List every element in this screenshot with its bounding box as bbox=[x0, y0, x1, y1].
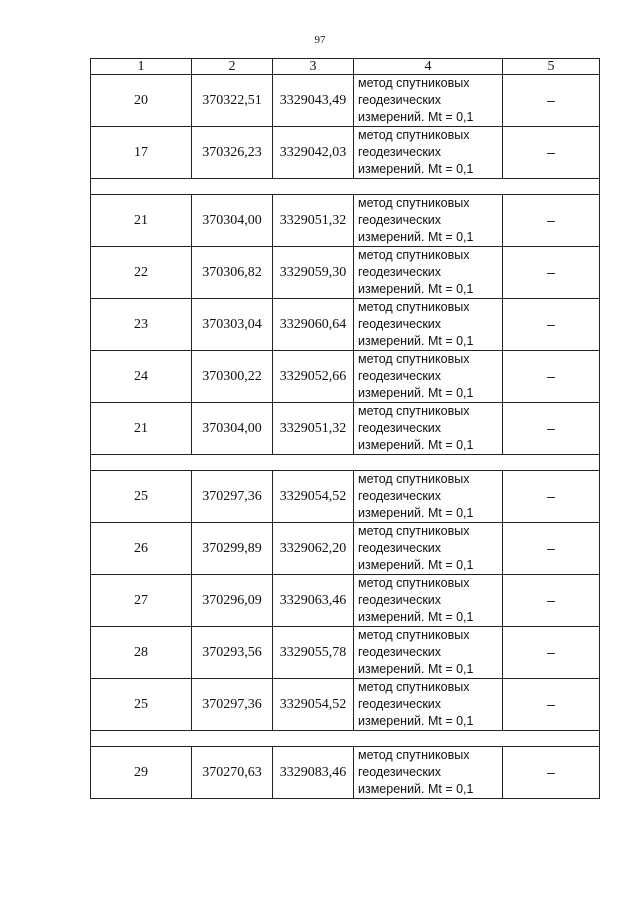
table-row bbox=[91, 679, 600, 731]
method-line: измерений. Mt = 0,1 bbox=[358, 558, 474, 572]
x-coordinate-cell: 370299,89 bbox=[192, 523, 273, 575]
note-cell: – bbox=[503, 627, 600, 679]
separator-row bbox=[91, 455, 600, 471]
method-cell bbox=[354, 195, 503, 247]
table-row bbox=[91, 127, 600, 179]
note-cell: – bbox=[503, 523, 600, 575]
method-line: метод спутниковых bbox=[358, 748, 470, 762]
method-line: метод спутниковых bbox=[358, 680, 470, 694]
method-line: измерений. Mt = 0,1 bbox=[358, 230, 474, 244]
method-cell bbox=[354, 299, 503, 351]
method-cell bbox=[354, 523, 503, 575]
note-cell: – bbox=[503, 247, 600, 299]
y-coordinate-cell: 3329060,64 bbox=[273, 299, 354, 351]
method-line: измерений. Mt = 0,1 bbox=[358, 610, 474, 624]
header-cell-1: 1 bbox=[91, 59, 192, 75]
table-row bbox=[91, 523, 600, 575]
x-coordinate-cell: 370306,82 bbox=[192, 247, 273, 299]
note-cell: – bbox=[503, 75, 600, 127]
separator-cell bbox=[91, 455, 600, 471]
method-cell bbox=[354, 247, 503, 299]
y-coordinate-cell: 3329054,52 bbox=[273, 471, 354, 523]
method-line: геодезических bbox=[358, 541, 442, 555]
note-cell: – bbox=[503, 299, 600, 351]
method-line: метод спутниковых bbox=[358, 76, 470, 90]
header-cell-3: 3 bbox=[273, 59, 354, 75]
method-cell bbox=[354, 747, 503, 799]
page-number: 97 bbox=[314, 34, 326, 46]
y-coordinate-cell: 3329043,49 bbox=[273, 75, 354, 127]
x-coordinate-cell: 370296,09 bbox=[192, 575, 273, 627]
y-coordinate-cell: 3329055,78 bbox=[273, 627, 354, 679]
y-coordinate-cell: 3329042,03 bbox=[273, 127, 354, 179]
table-row bbox=[91, 471, 600, 523]
method-line: измерений. Mt = 0,1 bbox=[358, 714, 474, 728]
note-cell: – bbox=[503, 351, 600, 403]
point-number-cell: 27 bbox=[91, 575, 192, 627]
x-coordinate-cell: 370303,04 bbox=[192, 299, 273, 351]
point-number-cell: 26 bbox=[91, 523, 192, 575]
point-number-cell: 21 bbox=[91, 195, 192, 247]
method-line: геодезических bbox=[358, 421, 442, 435]
table-row bbox=[91, 403, 600, 455]
separator-row bbox=[91, 731, 600, 747]
method-line: геодезических bbox=[358, 145, 442, 159]
y-coordinate-cell: 3329059,30 bbox=[273, 247, 354, 299]
header-cell-2: 2 bbox=[192, 59, 273, 75]
method-line: геодезических bbox=[358, 369, 442, 383]
point-number-cell: 25 bbox=[91, 471, 192, 523]
method-cell bbox=[354, 351, 503, 403]
y-coordinate-cell: 3329051,32 bbox=[273, 403, 354, 455]
table-row bbox=[91, 627, 600, 679]
method-line: измерений. Mt = 0,1 bbox=[358, 506, 474, 520]
method-line: измерений. Mt = 0,1 bbox=[358, 386, 474, 400]
table-row bbox=[91, 195, 600, 247]
method-line: геодезических bbox=[358, 265, 442, 279]
method-cell bbox=[354, 627, 503, 679]
method-line: метод спутниковых bbox=[358, 248, 470, 262]
method-cell bbox=[354, 75, 503, 127]
method-line: геодезических bbox=[358, 93, 442, 107]
separator-cell bbox=[91, 179, 600, 195]
method-line: измерений. Mt = 0,1 bbox=[358, 110, 474, 124]
table-row bbox=[91, 575, 600, 627]
point-number-cell: 25 bbox=[91, 679, 192, 731]
table-header-row bbox=[91, 59, 600, 75]
x-coordinate-cell: 370304,00 bbox=[192, 195, 273, 247]
method-cell bbox=[354, 575, 503, 627]
note-cell: – bbox=[503, 195, 600, 247]
note-cell: – bbox=[503, 747, 600, 799]
x-coordinate-cell: 370293,56 bbox=[192, 627, 273, 679]
table-row bbox=[91, 247, 600, 299]
x-coordinate-cell: 370300,22 bbox=[192, 351, 273, 403]
method-line: метод спутниковых bbox=[358, 524, 470, 538]
note-cell: – bbox=[503, 403, 600, 455]
table-row bbox=[91, 747, 600, 799]
method-line: измерений. Mt = 0,1 bbox=[358, 662, 474, 676]
y-coordinate-cell: 3329083,46 bbox=[273, 747, 354, 799]
note-cell: – bbox=[503, 471, 600, 523]
method-cell bbox=[354, 403, 503, 455]
method-line: геодезических bbox=[358, 489, 442, 503]
table-row bbox=[91, 351, 600, 403]
point-number-cell: 24 bbox=[91, 351, 192, 403]
method-line: метод спутниковых bbox=[358, 472, 470, 486]
table-row bbox=[91, 299, 600, 351]
method-line: метод спутниковых bbox=[358, 404, 470, 418]
x-coordinate-cell: 370326,23 bbox=[192, 127, 273, 179]
y-coordinate-cell: 3329062,20 bbox=[273, 523, 354, 575]
point-number-cell: 21 bbox=[91, 403, 192, 455]
y-coordinate-cell: 3329063,46 bbox=[273, 575, 354, 627]
method-line: измерений. Mt = 0,1 bbox=[358, 282, 474, 296]
point-number-cell: 29 bbox=[91, 747, 192, 799]
separator-cell bbox=[91, 731, 600, 747]
point-number-cell: 28 bbox=[91, 627, 192, 679]
point-number-cell: 22 bbox=[91, 247, 192, 299]
y-coordinate-cell: 3329051,32 bbox=[273, 195, 354, 247]
point-number-cell: 20 bbox=[91, 75, 192, 127]
method-line: геодезических bbox=[358, 213, 442, 227]
table-body bbox=[91, 59, 600, 799]
coordinates-table bbox=[90, 58, 600, 799]
y-coordinate-cell: 3329052,66 bbox=[273, 351, 354, 403]
method-line: метод спутниковых bbox=[358, 352, 470, 366]
method-cell bbox=[354, 679, 503, 731]
method-line: геодезических bbox=[358, 645, 442, 659]
method-cell bbox=[354, 471, 503, 523]
point-number-cell: 17 bbox=[91, 127, 192, 179]
x-coordinate-cell: 370270,63 bbox=[192, 747, 273, 799]
method-line: измерений. Mt = 0,1 bbox=[358, 334, 474, 348]
point-number-cell: 23 bbox=[91, 299, 192, 351]
method-line: геодезических bbox=[358, 765, 442, 779]
separator-row bbox=[91, 179, 600, 195]
method-line: измерений. Mt = 0,1 bbox=[358, 438, 474, 452]
method-line: метод спутниковых bbox=[358, 576, 470, 590]
method-line: геодезических bbox=[358, 317, 442, 331]
method-line: геодезических bbox=[358, 593, 442, 607]
note-cell: – bbox=[503, 679, 600, 731]
method-line: измерений. Mt = 0,1 bbox=[358, 162, 474, 176]
method-line: метод спутниковых bbox=[358, 128, 470, 142]
method-line: метод спутниковых bbox=[358, 196, 470, 210]
note-cell: – bbox=[503, 127, 600, 179]
header-cell-4: 4 bbox=[354, 59, 503, 75]
x-coordinate-cell: 370297,36 bbox=[192, 471, 273, 523]
x-coordinate-cell: 370297,36 bbox=[192, 679, 273, 731]
method-line: геодезических bbox=[358, 697, 442, 711]
y-coordinate-cell: 3329054,52 bbox=[273, 679, 354, 731]
header-cell-5: 5 bbox=[503, 59, 600, 75]
x-coordinate-cell: 370304,00 bbox=[192, 403, 273, 455]
method-cell bbox=[354, 127, 503, 179]
method-line: измерений. Mt = 0,1 bbox=[358, 782, 474, 796]
table-row bbox=[91, 75, 600, 127]
method-line: метод спутниковых bbox=[358, 300, 470, 314]
method-line: метод спутниковых bbox=[358, 628, 470, 642]
x-coordinate-cell: 370322,51 bbox=[192, 75, 273, 127]
note-cell: – bbox=[503, 575, 600, 627]
